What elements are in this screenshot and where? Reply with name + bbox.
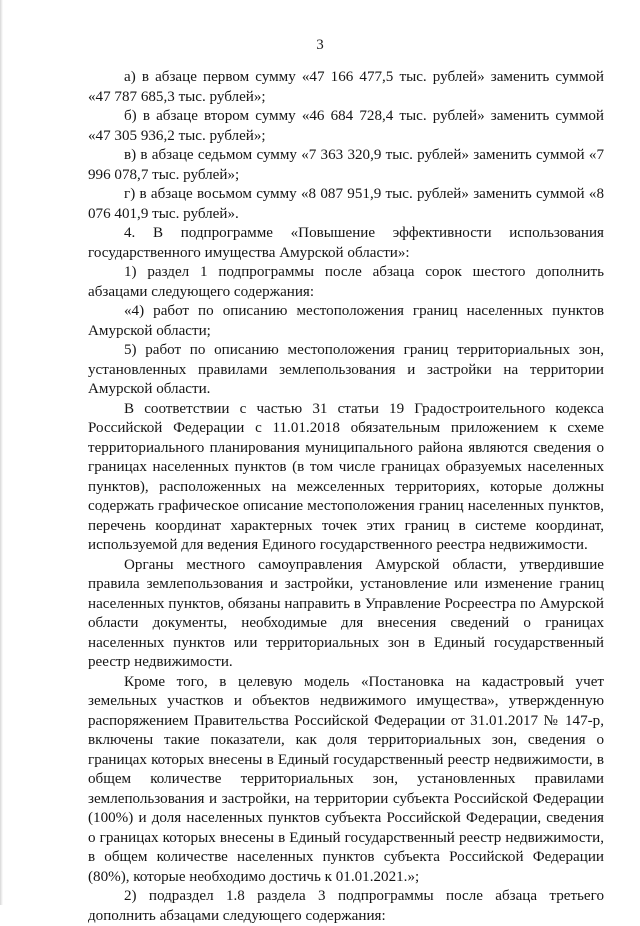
page-number: 3: [316, 37, 324, 53]
paragraph-section-4: 4. В подпрограмме «Повышение эффективности использования государственного имущества Амурской области»:: [88, 225, 604, 261]
paragraph-quoted-4: «4) работ по описанию местоположения границ населенных пунктов Амурской области;: [88, 303, 604, 339]
scan-edge-shadow: [0, 0, 3, 905]
paragraph-quoted-5: 5) работ по описанию местоположения границ территориальных зон, установленных правилами землепользования и застройки на территории Амурской области.: [88, 342, 604, 397]
paragraph-gradcode: В соответствии с частью 31 статьи 19 Градостроительного кодекса Российской Федерации с 11.01.2018 обязательным приложением к схеме территориального планирования муниципального района являются сведения о границах населенных пунктов (в том числе границах образуемых населенных пунктов), расположенных на межселенных территориях, которые должны содержать графическое описание местоположения границ населенных пунктов, перечень координат характерных точек этих границ в системе координат, используемой для ведения Единого государственного реестра недвижимости.: [88, 400, 604, 553]
paragraph-subitem-2: 2) подраздел 1.8 раздела 3 подпрограммы после абзаца третьего дополнить абзацами следующего содержания:: [88, 888, 604, 924]
paragraph-item-v: в) в абзаце седьмом сумму «7 363 320,9 тыс. рублей» заменить суммой «7 996 078,7 тыс. рублей»;: [88, 147, 604, 183]
paragraph-item-b: б) в абзаце втором сумму «46 684 728,4 тыс. рублей» заменить суммой «47 305 936,2 тыс. рублей»;: [88, 108, 604, 144]
paragraph-local-authorities: Органы местного самоуправления Амурской области, утвердившие правила землепользования и застройки, установление или изменение границ населенных пунктов, обязаны направить в Управление Росреестра по Амурской области документы, необходимые для внесения сведений о границах населенных пунктов или территориальных зон в Единый государственный реестр недвижимости.: [88, 556, 604, 670]
paragraph-target-model: Кроме того, в целевую модель «Постановка на кадастровый учет земельных участков и объектов недвижимого имущества», утвержденную распоряжением Правительства Российской Федерации от 31.01.2017 № 147-р, включены такие показатели, как доля территориальных зон, сведения о границах которых внесены в Единый государственный реестр недвижимости, в общем количестве территориальных зон, установленных правилами землепользования и застройки, на территории субъекта Российской Федерации (100%) и доля населенных пунктов субъекта Российской Федерации, сведения о границах которых внесены в Единый государственный реестр недвижимости, в общем количестве населенных пунктов субъекта Российской Федерации (80%), которые необходимо достичь к 01.01.2021.»;: [88, 673, 604, 885]
document-body: [88, 68, 604, 926]
paragraph-item-g: г) в абзаце восьмом сумму «8 087 951,9 тыс. рублей» заменить суммой «8 076 401,9 тыс. рублей».: [88, 186, 604, 222]
paragraph-item-a: а) в абзаце первом сумму «47 166 477,5 тыс. рублей» заменить суммой «47 787 685,3 тыс. рублей»;: [88, 69, 604, 105]
paragraph-subitem-1: 1) раздел 1 подпрограммы после абзаца сорок шестого дополнить абзацами следующего содержания:: [88, 264, 604, 300]
